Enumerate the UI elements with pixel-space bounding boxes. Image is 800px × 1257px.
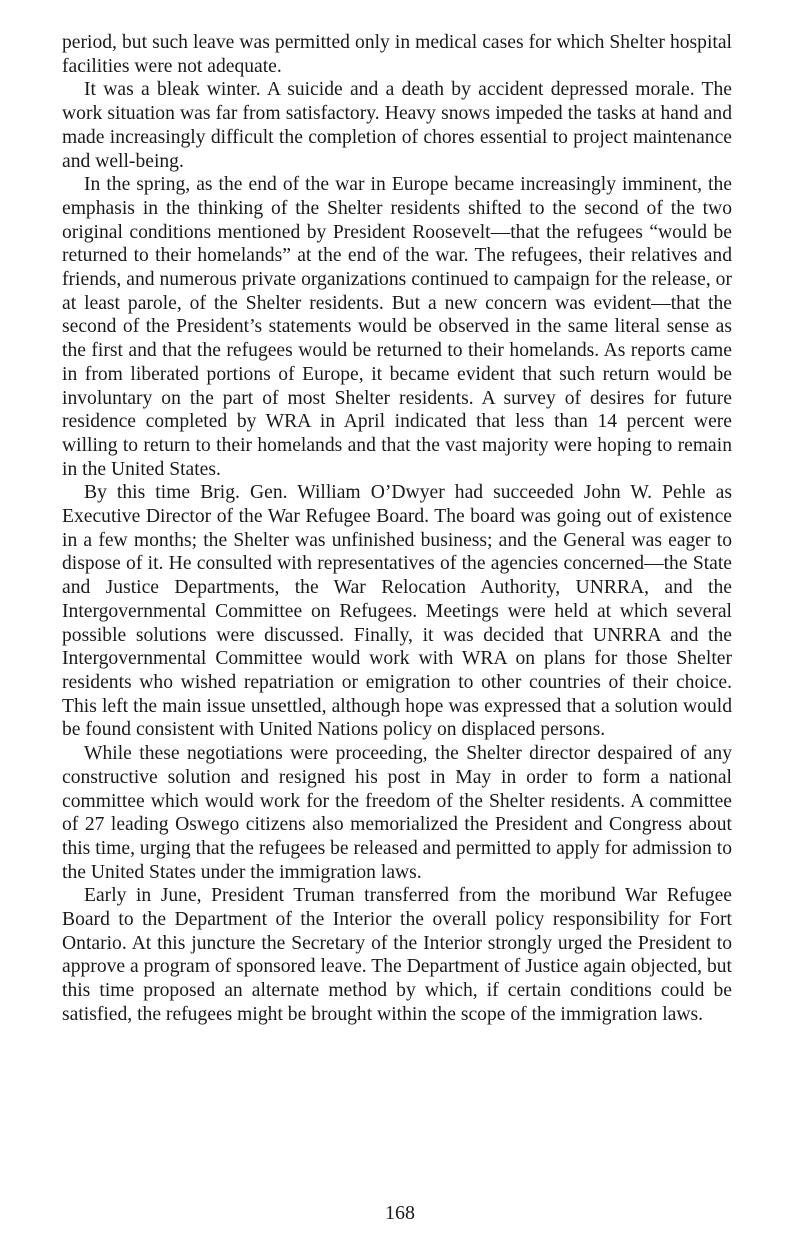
paragraph-negotiations: While these negotiations were proceeding, the Shelter director despaired of any constructive solution and resigned his post in May in order to form a national committee which would work for the freedom of the Shelter residents. A committee of 27 leading Oswego citizens also memorialized the President and Congress about this time, urging that the refugees be released and permitted to apply for admission to the United States under the immigration laws. xyxy=(62,743,732,883)
page-body xyxy=(62,31,732,1027)
paragraph-spring: In the spring, as the end of the war in Europe became increasingly imminent, the emphasis in the thinking of the Shelter residents shifted to the second of the two original conditions mentioned by President Roosevelt—that the refugees “would be returned to their homelands” at the end of the war. The refugees, their relatives and friends, and numerous private organizations continued to campaign for the release, or at least parole, of the Shelter residents. But a new concern was evident—that the second of the President’s statements would be observed in the same literal sense as the first and that the refugees would be returned to their homelands. As reports came in from liberated portions of Europe, it became evident that such return would be involuntary on the part of most Shelter residents. A survey of desires for future residence completed by WRA in April indicated that less than 14 percent were willing to return to their homelands and that the vast majority were hoping to remain in the United States. xyxy=(62,174,732,480)
page-number: 168 xyxy=(385,1202,415,1224)
paragraph-odwyer: By this time Brig. Gen. William O’Dwyer had succeeded John W. Pehle as Executive Director of the War Refugee Board. The board was going out of existence in a few months; the Shelter was unfinished business; and the General was eager to dispose of it. He consulted with representatives of the agencies concerned—the State and Justice Departments, the War Relocation Authority, UNRRA, and the Intergovernmental Committee on Refugees. Meetings were held at which several possible solutions were discussed. Finally, it was decided that UNRRA and the Intergovernmental Committee would work with WRA on plans for those Shelter residents who wished repatriation or emigration to other countries of their choice. This left the main issue unsettled, although hope was expressed that a solution would be found consistent with United Nations policy on displaced persons. xyxy=(62,482,732,741)
paragraph-continuation: period, but such leave was permitted only in medical cases for which Shelter hospital facilities were not adequate. xyxy=(62,32,732,77)
paragraph-truman: Early in June, President Truman transferred from the moribund War Refugee Board to the Department of the Interior the overall policy responsibility for Fort Ontario. At this juncture the Secretary of the Interior strongly urged the President to approve a program of sponsored leave. The Department of Justice again objected, but this time proposed an alternate method by which, if certain conditions could be satisfied, the refugees might be brought within the scope of the immigration laws. xyxy=(62,885,732,1025)
paragraph-bleak-winter: It was a bleak winter. A suicide and a death by accident depressed morale. The work situation was far from satisfactory. Heavy snows impeded the tasks at hand and made increasingly difficult the completion of chores essential to project maintenance and well-being. xyxy=(62,79,732,172)
